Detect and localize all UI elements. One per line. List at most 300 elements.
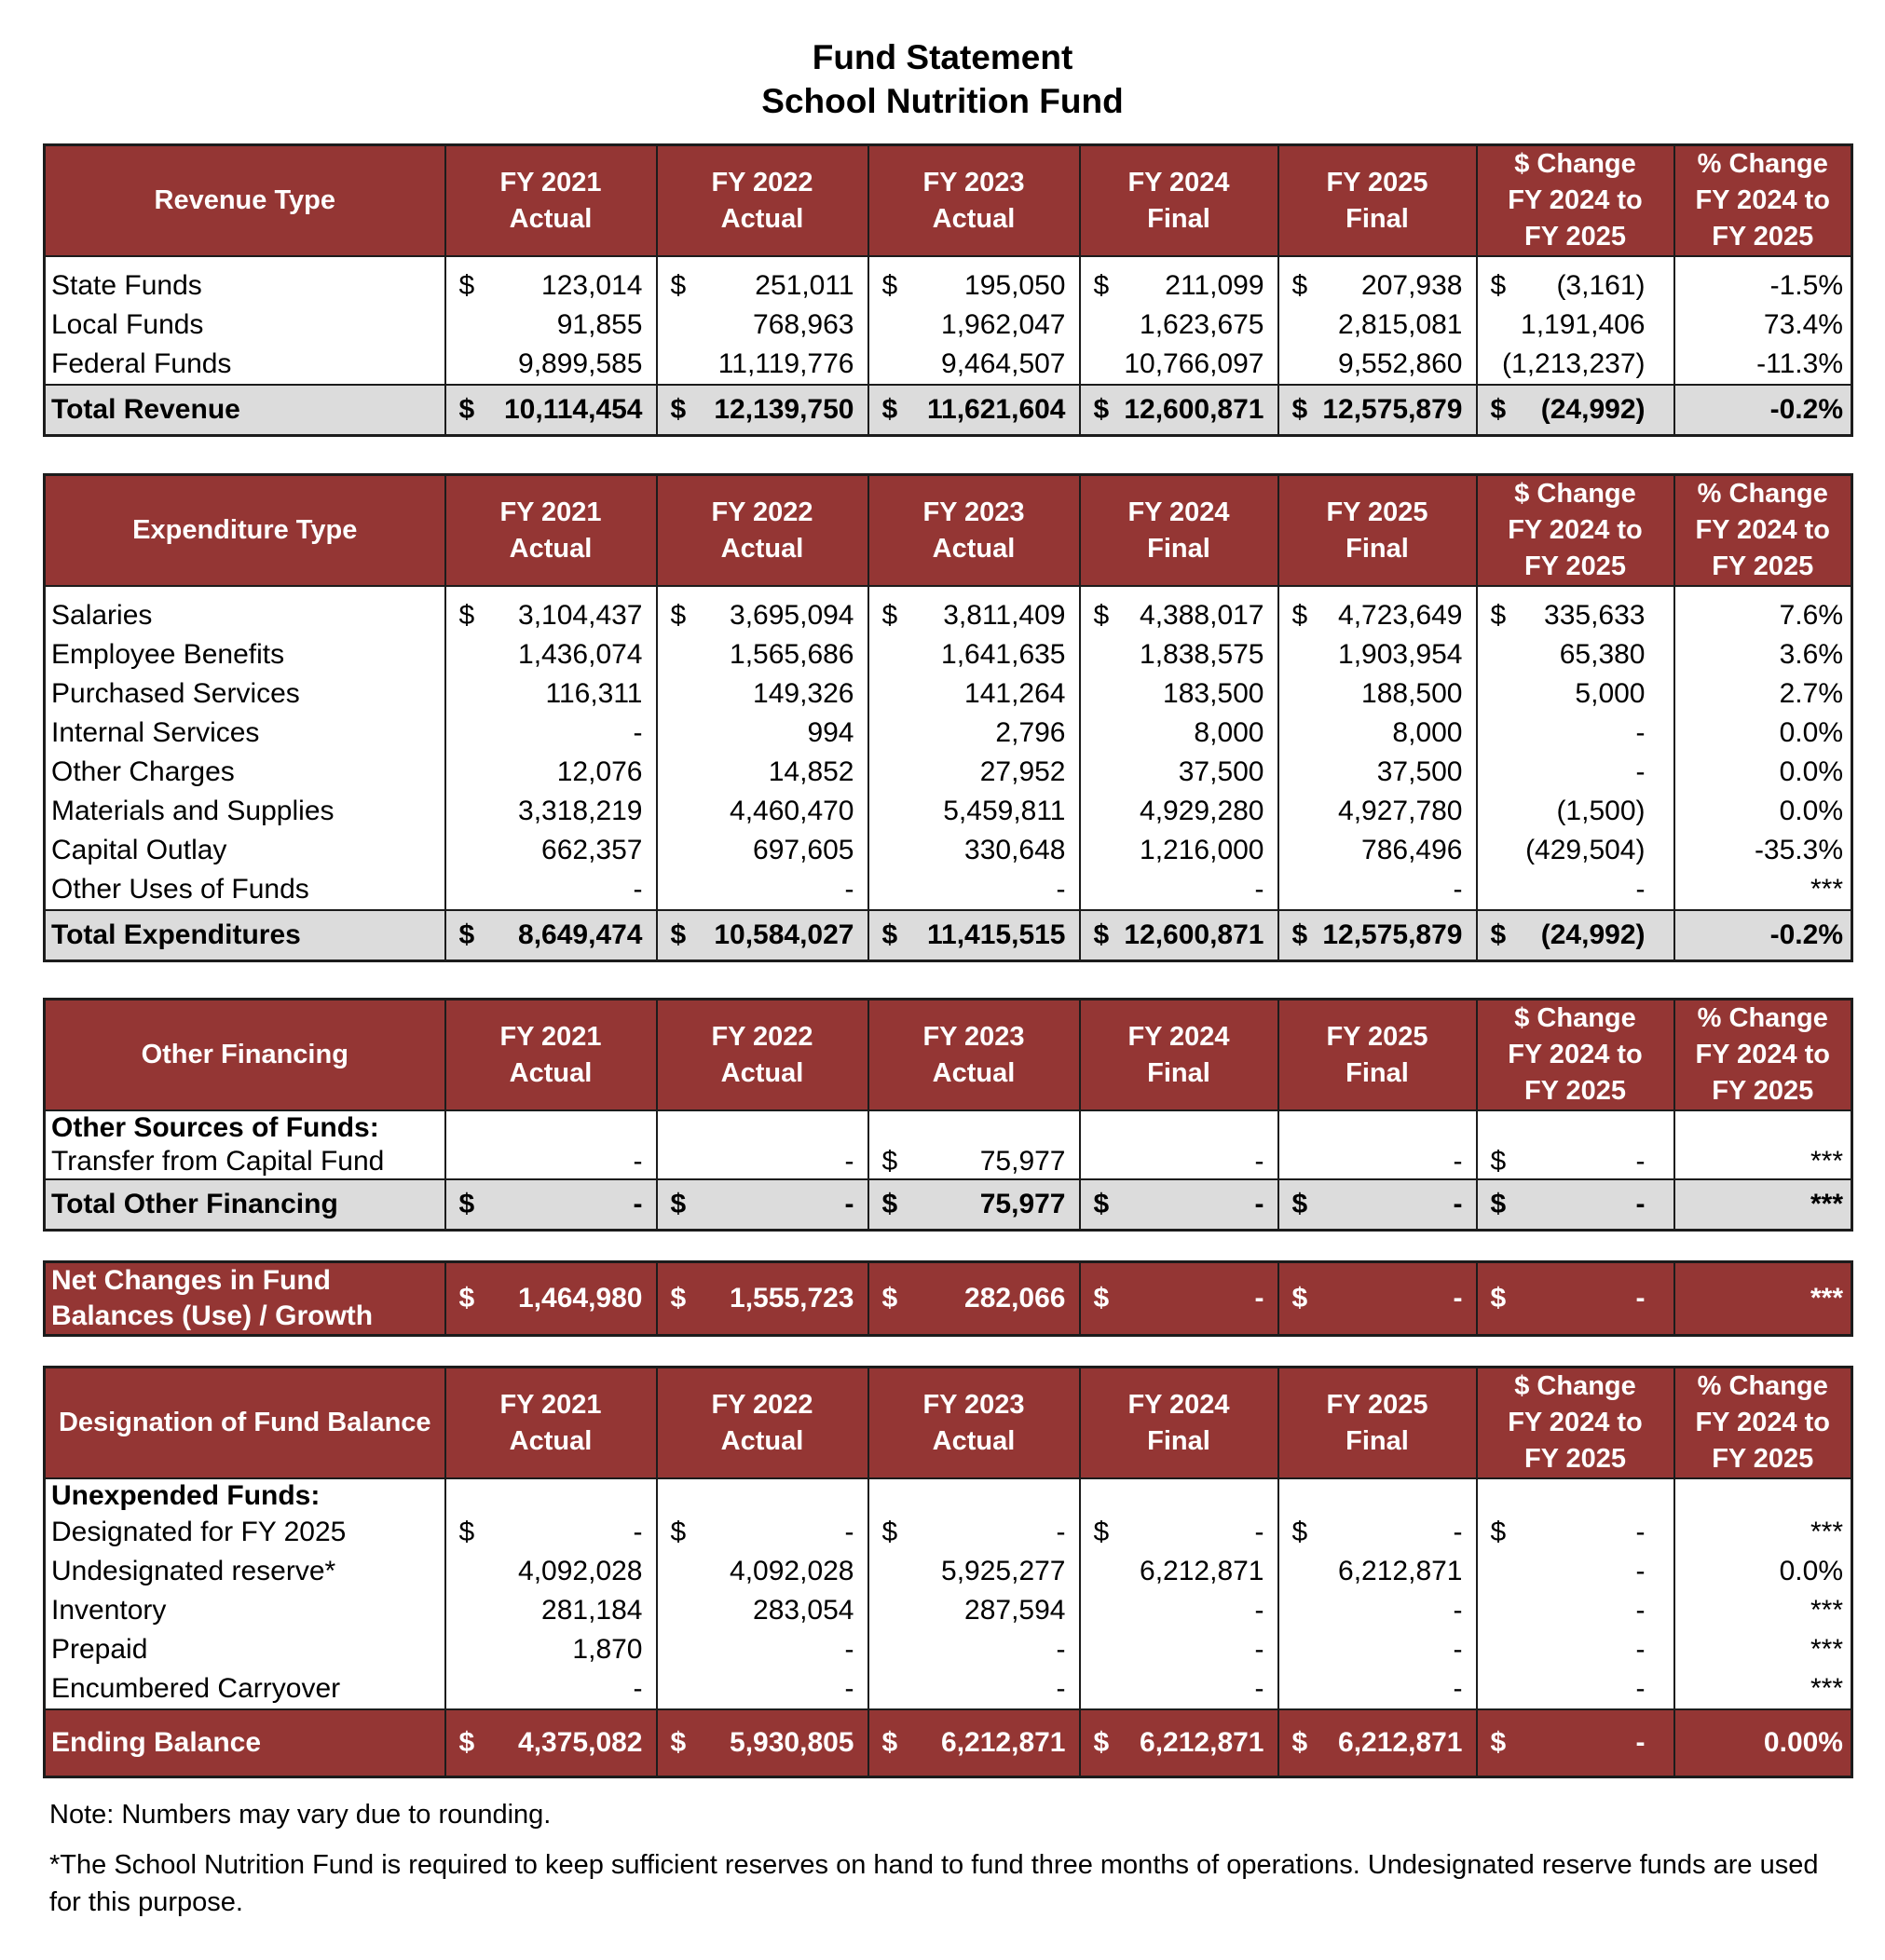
cell-value: 768,963 (753, 309, 854, 340)
page-title (0, 35, 1885, 123)
expenditure-table (43, 473, 1853, 962)
row-label: Total Other Financing (45, 1179, 445, 1231)
other-financing-total-row-cell-fy2022 (657, 1179, 868, 1231)
currency-symbol: $ (1093, 1517, 1110, 1547)
row-label: Purchased Services (51, 678, 300, 709)
net-changes-row-cell-fy2025 (1278, 1262, 1477, 1336)
expenditure-row-cell-fy2023 (868, 635, 1080, 674)
currency-symbol: $ (1291, 1727, 1308, 1758)
designation-row-cell-dollar-change (1477, 1552, 1674, 1591)
cell-value: *** (1810, 1146, 1843, 1177)
cell-value: 1,464,980 (518, 1283, 643, 1313)
currency-symbol: $ (881, 1283, 898, 1313)
designation-row-cell-dollar-change (1477, 1591, 1674, 1630)
expenditure-row-cell-fy2023 (868, 792, 1080, 831)
cell-value: 0.0% (1779, 796, 1843, 826)
designation-row-cell-fy2025 (1278, 1591, 1477, 1630)
cell-value: 5,000 (1575, 678, 1646, 709)
cell-value: 4,460,470 (730, 796, 854, 826)
currency-symbol: $ (1490, 600, 1507, 631)
cell-value: - (1635, 1634, 1646, 1665)
currency-symbol: $ (1490, 394, 1507, 425)
expenditure-row-cell-dollar-change (1477, 792, 1674, 831)
cell-value: 1,962,047 (941, 309, 1066, 340)
cell-value: - (1635, 874, 1646, 905)
currency-symbol: $ (1291, 394, 1308, 425)
cell-value: 281,184 (541, 1595, 643, 1626)
expenditure-row (45, 753, 1852, 792)
row-label: Inventory (51, 1595, 167, 1626)
currency-symbol: $ (1291, 919, 1308, 950)
other_financing-header-pct-change-text: % Change FY 2024 to FY 2025 (1695, 1003, 1831, 1106)
designation-header-fy2025-text: FY 2025 Final (1326, 1389, 1428, 1456)
cell-value: 4,929,280 (1140, 796, 1264, 826)
designation-row-cell-fy2023 (868, 1669, 1080, 1709)
row-label: Transfer from Capital Fund (51, 1146, 385, 1177)
cell-value: 8,000 (1392, 717, 1463, 748)
cell-value: 2,815,081 (1338, 309, 1463, 340)
designation-row (45, 1669, 1852, 1709)
cell-value: - (1453, 1595, 1463, 1626)
designation-header-fy2023 (868, 1368, 1080, 1479)
cell-value: 123,014 (541, 270, 643, 301)
cell-value: - (1635, 1283, 1646, 1313)
currency-symbol: $ (881, 270, 898, 301)
cell-value: - (1254, 1146, 1264, 1177)
cell-value: 3,104,437 (518, 600, 643, 631)
cell-value: 330,648 (964, 835, 1066, 865)
revenue-row-cell-fy2024 (1080, 306, 1278, 345)
cell-value: (1,213,237) (1502, 348, 1646, 379)
designation-row-cell-pct-change (1674, 1552, 1852, 1591)
cell-value: - (633, 1189, 643, 1219)
title-line-1: Fund Statement (812, 38, 1073, 76)
revenue-row (45, 266, 1852, 306)
cell-value: - (1254, 874, 1264, 905)
revenue-row-cell-fy2022 (657, 345, 868, 385)
cell-value: 3,695,094 (730, 600, 854, 631)
currency-symbol: $ (1291, 1283, 1308, 1313)
ending-balance-row-cell-dollar-change (1477, 1709, 1674, 1777)
cell-value: 1,555,723 (730, 1283, 854, 1313)
other-financing-row-cell-fy2021 (445, 1145, 657, 1179)
cell-value: 12,600,871 (1124, 394, 1264, 425)
expenditure-row-cell-dollar-change (1477, 870, 1674, 910)
cell-value: - (1635, 1727, 1646, 1758)
designation-row-cell-fy2024 (1080, 1552, 1278, 1591)
other-financing-row-cell-fy2024 (1080, 1145, 1278, 1179)
row-label: Total Revenue (45, 385, 445, 436)
currency-symbol: $ (670, 600, 687, 631)
other-financing-total-row (45, 1179, 1852, 1231)
expenditure-row (45, 635, 1852, 674)
currency-symbol: $ (670, 1189, 687, 1219)
currency-symbol: $ (458, 1727, 475, 1758)
revenue-type-header: Revenue Type (45, 145, 445, 257)
currency-symbol: $ (1490, 1727, 1507, 1758)
cell-value: 251,011 (755, 270, 854, 301)
currency-symbol: $ (881, 600, 898, 631)
designation-row (45, 1591, 1852, 1630)
cell-value: 4,927,780 (1338, 796, 1463, 826)
cell-value: 786,496 (1361, 835, 1463, 865)
revenue-header-fy2025-text: FY 2025 Final (1326, 167, 1428, 234)
revenue-header-fy2021-text: FY 2021 Actual (499, 167, 602, 234)
net-changes-table (43, 1260, 1853, 1337)
expenditure-row-cell-fy2025 (1278, 596, 1477, 635)
cell-value: (3,161) (1556, 270, 1646, 301)
cell-value: 0.00% (1763, 1727, 1843, 1758)
currency-symbol: $ (458, 394, 475, 425)
cell-value: 9,552,860 (1338, 348, 1463, 379)
expenditure-row-cell-fy2022 (657, 714, 868, 753)
other-financing-total-row-cell-fy2025 (1278, 1179, 1477, 1231)
cell-value: (24,992) (1540, 919, 1646, 950)
expenditure-total-row-cell-dollar-change (1477, 910, 1674, 961)
cell-value: 37,500 (1376, 756, 1463, 787)
cell-value: -35.3% (1754, 835, 1843, 865)
cell-value: 3,811,409 (943, 600, 1066, 631)
revenue-header-fy2022-text: FY 2022 Actual (711, 167, 813, 234)
expenditure-header-dollar-change (1477, 475, 1674, 587)
expenditure-header-fy2023-text: FY 2023 Actual (922, 497, 1025, 564)
revenue-total-row-cell-fy2021 (445, 385, 657, 436)
row-label: Local Funds (51, 309, 204, 340)
other_financing-header-fy2022 (657, 1000, 868, 1111)
designation-row-cell-fy2022 (657, 1591, 868, 1630)
cell-value: 11,119,776 (717, 348, 854, 379)
cell-value: - (1635, 1673, 1646, 1704)
currency-symbol: $ (1093, 600, 1110, 631)
designation-row-cell-pct-change (1674, 1669, 1852, 1709)
cell-value: 5,459,811 (943, 796, 1066, 826)
designation-header-fy2021 (445, 1368, 657, 1479)
ending-balance-row-cell-pct-change (1674, 1709, 1852, 1777)
designation-row-cell-pct-change (1674, 1630, 1852, 1669)
currency-symbol: $ (1093, 394, 1110, 425)
expenditure-row-cell-fy2025 (1278, 870, 1477, 910)
designation-row-cell-fy2021 (445, 1669, 657, 1709)
cell-value: 287,594 (964, 1595, 1066, 1626)
cell-value: - (633, 874, 643, 905)
row-label: Ending Balance (45, 1709, 445, 1777)
cell-value: (429,504) (1525, 835, 1646, 865)
expenditure-total-row-cell-fy2025 (1278, 910, 1477, 961)
designation-header-fy2024-text: FY 2024 Final (1127, 1389, 1230, 1456)
expenditure-row-cell-fy2021 (445, 870, 657, 910)
cell-value: - (1453, 1634, 1463, 1665)
net-changes-row-cell-fy2024 (1080, 1262, 1278, 1336)
row-label: Encumbered Carryover (51, 1673, 341, 1704)
designation-row-cell-fy2021 (445, 1513, 657, 1552)
currency-symbol: $ (458, 1283, 475, 1313)
cell-value: 75,977 (979, 1146, 1066, 1177)
cell-value: - (1254, 1189, 1264, 1219)
expenditure-row-cell-fy2022 (657, 635, 868, 674)
subheading-label: Unexpended Funds: (51, 1480, 321, 1511)
revenue-row-cell-dollar-change (1477, 266, 1674, 306)
revenue-row-cell-pct-change (1674, 266, 1852, 306)
designation-row-cell-fy2024 (1080, 1630, 1278, 1669)
expenditure-total-row (45, 910, 1852, 961)
cell-value: - (1056, 874, 1066, 905)
cell-value: 10,584,027 (714, 919, 854, 950)
cell-value: 1,903,954 (1338, 639, 1463, 670)
expenditure-header-dollar-change-text: $ Change FY 2024 to FY 2025 (1508, 479, 1643, 581)
row-label: Net Changes in Fund Balances (Use) / Growth (45, 1262, 445, 1336)
cell-value: 195,050 (964, 270, 1066, 301)
designation-header-fy2024 (1080, 1368, 1278, 1479)
expenditure-row-cell-fy2025 (1278, 792, 1477, 831)
cell-value: 662,357 (541, 835, 643, 865)
designation-row-cell-fy2022 (657, 1669, 868, 1709)
revenue-row-cell-dollar-change (1477, 345, 1674, 385)
designation-row-cell-fy2022 (657, 1513, 868, 1552)
cell-value: *** (1810, 1189, 1843, 1219)
cell-value: 37,500 (1178, 756, 1264, 787)
cell-value: 207,938 (1361, 270, 1463, 301)
currency-symbol: $ (458, 919, 475, 950)
revenue-row-cell-fy2025 (1278, 345, 1477, 385)
expenditure-row-cell-pct-change (1674, 596, 1852, 635)
net-changes-row-cell-fy2021 (445, 1262, 657, 1336)
row-label: Salaries (51, 600, 153, 631)
cell-value: - (844, 1634, 854, 1665)
cell-value: 12,600,871 (1124, 919, 1264, 950)
expenditure-header-pct-change (1674, 475, 1852, 587)
designation-header-dollar-change (1477, 1368, 1674, 1479)
cell-value: 10,766,097 (1124, 348, 1264, 379)
expenditure-row-cell-fy2022 (657, 596, 868, 635)
expenditure-row (45, 792, 1852, 831)
cell-value: *** (1810, 1634, 1843, 1665)
expenditure-row (45, 870, 1852, 910)
other_financing-header-fy2021 (445, 1000, 657, 1111)
expenditure-row-cell-dollar-change (1477, 831, 1674, 870)
row-label: Undesignated reserve* (51, 1556, 336, 1586)
cell-value: 0.0% (1779, 756, 1843, 787)
row-label: Internal Services (51, 717, 260, 748)
revenue-row (45, 345, 1852, 385)
cell-value: - (1453, 1283, 1463, 1313)
expenditure-row-cell-fy2024 (1080, 674, 1278, 714)
cell-value: 10,114,454 (504, 394, 643, 425)
designation-row (45, 1513, 1852, 1552)
expenditure-row-cell-fy2021 (445, 674, 657, 714)
expenditure-row-cell-fy2024 (1080, 870, 1278, 910)
currency-symbol: $ (881, 919, 898, 950)
expenditure-row-cell-fy2025 (1278, 635, 1477, 674)
expenditure-row-cell-fy2025 (1278, 753, 1477, 792)
cell-value: - (1453, 1146, 1463, 1177)
expenditure-row-cell-fy2023 (868, 596, 1080, 635)
cell-value: 211,099 (1165, 270, 1264, 301)
expenditure-row-cell-pct-change (1674, 674, 1852, 714)
cell-value: - (1453, 1673, 1463, 1704)
cell-value: 6,212,871 (941, 1727, 1066, 1758)
net-changes-row-cell-fy2023 (868, 1262, 1080, 1336)
cell-value: - (1254, 1673, 1264, 1704)
cell-value: - (844, 874, 854, 905)
designation-row-cell-fy2025 (1278, 1513, 1477, 1552)
designation-header-fy2025 (1278, 1368, 1477, 1479)
cell-value: - (1254, 1634, 1264, 1665)
cell-value: - (1254, 1595, 1264, 1626)
cell-value: 1,641,635 (941, 639, 1066, 670)
revenue-header-pct-change (1674, 145, 1852, 257)
reserve-footnote: *The School Nutrition Fund is required to keep sufficient reserves on hand to fund three months of operations. Undesignated reserve funds are used for this purpose. (49, 1850, 1819, 1917)
cell-value: - (1635, 1556, 1646, 1586)
designation-row-cell-fy2023 (868, 1591, 1080, 1630)
expenditure-row-cell-fy2021 (445, 635, 657, 674)
cell-value: 1,565,686 (730, 639, 854, 670)
designation-row-cell-fy2025 (1278, 1669, 1477, 1709)
cell-value: 994 (807, 717, 854, 748)
revenue-header-fy2021 (445, 145, 657, 257)
designation-row-cell-dollar-change (1477, 1630, 1674, 1669)
other_financing-header-dollar-change (1477, 1000, 1674, 1111)
revenue-row-cell-pct-change (1674, 345, 1852, 385)
cell-value: *** (1810, 874, 1843, 905)
other_financing-header-fy2021-text: FY 2021 Actual (499, 1021, 602, 1088)
cell-value: 335,633 (1544, 600, 1646, 631)
other_financing-header-pct-change (1674, 1000, 1852, 1111)
cell-value: - (633, 1146, 643, 1177)
designation-row-cell-fy2022 (657, 1630, 868, 1669)
row-label: Materials and Supplies (51, 796, 335, 826)
cell-value: - (844, 1673, 854, 1704)
revenue-row-cell-fy2025 (1278, 306, 1477, 345)
expenditure-row-cell-fy2022 (657, 792, 868, 831)
expenditure-header-fy2025 (1278, 475, 1477, 587)
expenditure-row-cell-fy2024 (1080, 831, 1278, 870)
cell-value: 1,216,000 (1140, 835, 1264, 865)
cell-value: - (1635, 1146, 1646, 1177)
currency-symbol: $ (1093, 270, 1110, 301)
cell-value: 14,852 (768, 756, 854, 787)
unexpended-funds-subheading-row (45, 1478, 1852, 1513)
currency-symbol: $ (1490, 1517, 1507, 1547)
revenue-header-fy2023-text: FY 2023 Actual (922, 167, 1025, 234)
cell-value: 2,796 (995, 717, 1066, 748)
revenue-row-cell-fy2023 (868, 266, 1080, 306)
revenue-table (43, 143, 1853, 437)
cell-value: - (1453, 1517, 1463, 1547)
expenditure-row (45, 674, 1852, 714)
cell-value: - (1635, 756, 1646, 787)
expenditure-row-cell-fy2024 (1080, 596, 1278, 635)
cell-value: (24,992) (1540, 394, 1646, 425)
row-label: Employee Benefits (51, 639, 285, 670)
expenditure-row-cell-dollar-change (1477, 714, 1674, 753)
cell-value: 1,623,675 (1140, 309, 1264, 340)
designation-row-cell-fy2021 (445, 1552, 657, 1591)
expenditure-row-cell-dollar-change (1477, 596, 1674, 635)
expenditure-row-cell-fy2021 (445, 831, 657, 870)
currency-symbol: $ (881, 1517, 898, 1547)
designation-row-cell-fy2021 (445, 1591, 657, 1630)
cell-value: 1,436,074 (518, 639, 643, 670)
revenue-header-fy2025 (1278, 145, 1477, 257)
expenditure-row-cell-pct-change (1674, 753, 1852, 792)
ending-balance-row-cell-fy2025 (1278, 1709, 1477, 1777)
cell-value: -0.2% (1769, 919, 1843, 950)
other-sources-subheading-row (45, 1110, 1852, 1145)
other-financing-row-cell-fy2022 (657, 1145, 868, 1179)
currency-symbol: $ (881, 394, 898, 425)
cell-value: 183,500 (1163, 678, 1264, 709)
expenditure-total-row-cell-fy2022 (657, 910, 868, 961)
cell-value: - (1635, 1189, 1646, 1219)
other_financing-header-fy2024-text: FY 2024 Final (1127, 1021, 1230, 1088)
cell-value: 11,621,604 (927, 394, 1066, 425)
expenditure-header-fy2021-text: FY 2021 Actual (499, 497, 602, 564)
other-financing-total-row-cell-pct-change (1674, 1179, 1852, 1231)
expenditure-row-cell-fy2024 (1080, 635, 1278, 674)
cell-value: - (1056, 1517, 1066, 1547)
cell-value: 5,930,805 (730, 1727, 854, 1758)
other_financing-header-fy2024 (1080, 1000, 1278, 1111)
other-financing-total-row-cell-fy2021 (445, 1179, 657, 1231)
currency-symbol: $ (1093, 1189, 1110, 1219)
cell-value: 75,977 (979, 1189, 1066, 1219)
currency-symbol: $ (670, 270, 687, 301)
expenditure-row-cell-fy2023 (868, 870, 1080, 910)
ending-balance-row-cell-fy2022 (657, 1709, 868, 1777)
expenditure-row-cell-fy2024 (1080, 792, 1278, 831)
designation-header-fy2022 (657, 1368, 868, 1479)
revenue-row-cell-fy2023 (868, 345, 1080, 385)
designation-row-cell-fy2023 (868, 1630, 1080, 1669)
other-financing-row-cell-pct-change (1674, 1145, 1852, 1179)
expenditure-row-cell-fy2022 (657, 831, 868, 870)
ending-balance-row-cell-fy2021 (445, 1709, 657, 1777)
currency-symbol: $ (670, 1283, 687, 1313)
cell-value: *** (1810, 1517, 1843, 1547)
currency-symbol: $ (670, 919, 687, 950)
cell-value: 12,575,879 (1322, 394, 1463, 425)
expenditure-row-cell-fy2024 (1080, 714, 1278, 753)
cell-value: - (1056, 1634, 1066, 1665)
currency-symbol: $ (1490, 1146, 1507, 1177)
expenditure-header-fy2021 (445, 475, 657, 587)
cell-value: - (633, 1517, 643, 1547)
expenditure-row-cell-fy2022 (657, 674, 868, 714)
cell-value: 2.7% (1779, 678, 1843, 709)
revenue-header-fy2023 (868, 145, 1080, 257)
expenditure-row-cell-fy2023 (868, 831, 1080, 870)
revenue-row-cell-fy2022 (657, 266, 868, 306)
row-label: Federal Funds (51, 348, 232, 379)
revenue-header-fy2022 (657, 145, 868, 257)
cell-value: 4,388,017 (1140, 600, 1264, 631)
cell-value: - (1635, 1595, 1646, 1626)
currency-symbol: $ (1490, 919, 1507, 950)
row-label: Prepaid (51, 1634, 148, 1665)
expenditure-row-cell-fy2021 (445, 792, 657, 831)
subheading-label: Other Sources of Funds: (51, 1112, 379, 1143)
other-financing-row-cell-fy2023 (868, 1145, 1080, 1179)
row-label: Other Charges (51, 756, 235, 787)
expenditure-header-fy2025-text: FY 2025 Final (1326, 497, 1428, 564)
currency-symbol: $ (1093, 919, 1110, 950)
currency-symbol: $ (1093, 1727, 1110, 1758)
designation-row-cell-fy2023 (868, 1513, 1080, 1552)
cell-value: - (633, 1673, 643, 1704)
revenue-total-row (45, 385, 1852, 436)
expenditure-row-cell-dollar-change (1477, 753, 1674, 792)
designation-row-cell-fy2023 (868, 1552, 1080, 1591)
